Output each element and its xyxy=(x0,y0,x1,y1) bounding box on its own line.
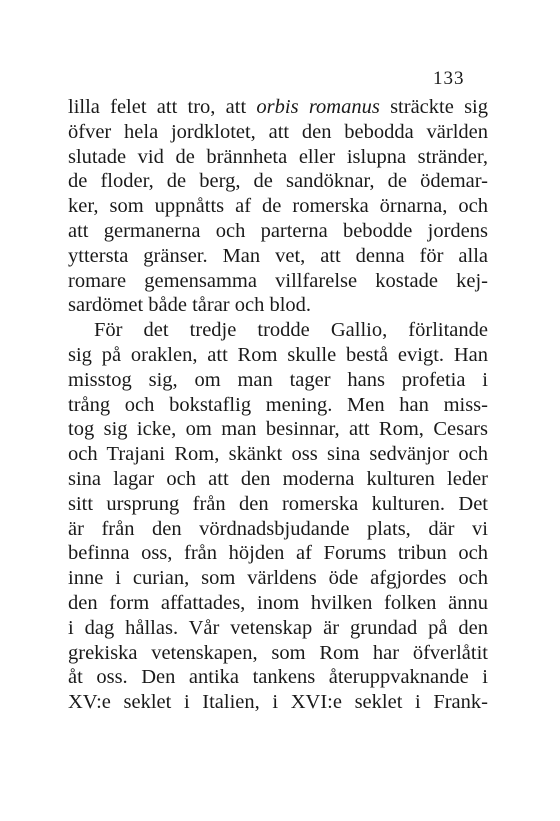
text-line-19: befinna oss, från höjden af Forums tribun och xyxy=(68,542,488,565)
text-line-13: trång och bokstaflig mening. Men han miss- xyxy=(68,393,488,416)
text-line-15: och Trajani Rom, skänkt oss sina sedvänjor och xyxy=(68,443,488,466)
text-line-5: ker, som uppnåtts af de romerska örnarna, och xyxy=(68,195,488,218)
text-line-12: misstog sig, om man tager hans profetia i xyxy=(68,368,488,391)
text-line-6: att germanerna och parterna bebodde jordens xyxy=(68,219,488,242)
body-text xyxy=(68,95,488,715)
text-line-14: tog sig icke, om man besinnar, att Rom, Cesars xyxy=(68,418,488,441)
page-number: 133 xyxy=(433,68,465,89)
text-line-11: sig på oraklen, att Rom skulle bestå evigt. Han xyxy=(68,343,488,366)
text-line-4: de floder, de berg, de sandöknar, de ödemar- xyxy=(68,170,488,193)
text-line-9: sardömet både tårar och blod. xyxy=(68,294,312,317)
italic-phrase: orbis romanus xyxy=(256,96,380,118)
text-line-1 xyxy=(68,95,488,120)
text-line-16: sina lagar och att den moderna kulturen leder xyxy=(68,467,488,490)
text-line-3: slutade vid de brännheta eller islupna stränder, xyxy=(68,145,488,168)
text-line-21: den form affattades, inom hvilken folken ännu xyxy=(68,591,488,614)
text-line-20: inne i curian, som världens öde afgjordes och xyxy=(68,567,488,590)
text-line-17: sitt ursprung från den romerska kulturen. Det xyxy=(68,492,488,515)
text-line-18: är från den vördnadsbjudande plats, där vi xyxy=(68,517,488,540)
text-line-24: åt oss. Den antika tankens återuppvaknande i xyxy=(68,666,488,689)
text-line-2: öfver hela jordklotet, att den bebodda världen xyxy=(68,120,488,143)
text-line-25: XV:e seklet i Italien, i XVI:e seklet i Frank- xyxy=(68,691,488,714)
text-line-23: grekiska vetenskapen, som Rom har öfverlåtit xyxy=(68,641,488,664)
text-line-1-end: sträckte sig xyxy=(379,96,488,118)
text-line-1-start: lilla felet att tro, att xyxy=(68,96,257,118)
text-line-10: För det tredje trodde Gallio, förlitande xyxy=(94,319,488,342)
text-line-8: romare gemensamma villfarelse kostade kej- xyxy=(68,269,488,292)
text-line-22: i dag hållas. Vår vetenskap är grundad på den xyxy=(68,616,488,639)
text-line-7: yttersta gränser. Man vet, att denna för alla xyxy=(68,244,488,267)
